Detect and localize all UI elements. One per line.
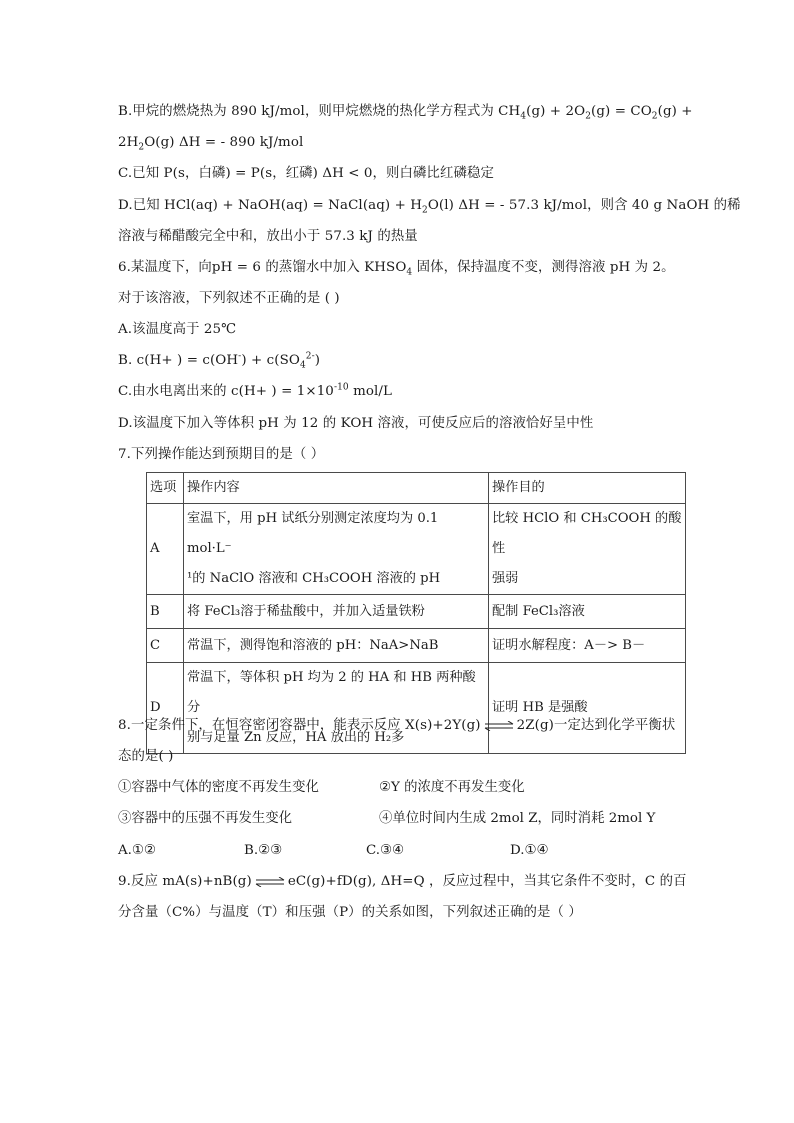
q8-statement-3: ③容器中的压强不再发生变化 xyxy=(118,811,293,826)
q6-option-a: A.该温度高于 25℃ xyxy=(118,322,237,337)
table-row xyxy=(147,504,686,595)
row-purpose: 证明水解程度：A－> B－ xyxy=(489,629,686,663)
equilibrium-arrow-icon xyxy=(255,877,285,887)
row-content: 常温下，等体积 pH 均为 2 的 HA 和 HB 两种酸分 别与足量 Zn 反应，HA 放出的 H₂多 xyxy=(184,663,489,754)
q6-stem-line1: 6.某温度下，向pH = 6 的蒸馏水中加入 $KHSO_4$ 固体，保持温度不变，测得溶液 pH 为 2。 xyxy=(118,260,675,278)
row-content: 常温下，测得饱和溶液的 pH：NaA>NaB xyxy=(184,629,489,663)
q8-option-d: D.①④ xyxy=(510,843,549,858)
q6-option-b: B. c(H+ ) = $c(OH^-) + c(SO_4^{2-})$ xyxy=(118,351,321,371)
q8-stem-line1: 8.一定条件下，在恒容密闭容器中，能表示反应 X(s)+2Y(g) 2Z(g)一定达到化学平衡状 xyxy=(118,718,676,733)
row-purpose: 证明 HB 是强酸 xyxy=(489,663,686,754)
q7-stem: 7.下列操作能达到预期目的是（ ） xyxy=(118,447,325,462)
q5-option-b-line1: B.甲烷的燃烧热为 890 kJ/mol，则甲烷燃烧的热化学方程式为 $CH_4(g) + 2O_2(g) = CO_2(g)$ + xyxy=(118,104,693,122)
row-option: C xyxy=(147,629,184,663)
q8-stem-line2: 态的是( ) xyxy=(118,749,174,764)
q6-option-d: D.该温度下加入等体积 pH 为 12 的 KOH 溶液，可使反应后的溶液恰好呈中性 xyxy=(118,416,594,431)
q9-stem-line1: 9.反应 mA(s)+nB(g) eC(g)+fD(g), ΔH=Q ，反应过程中，当其它条件不变时，C 的百 xyxy=(118,874,687,889)
q5-option-d-line1: D.已知 HCl(aq) + NaOH(aq) = NaCl(aq) + $H_2O(l) \Delta H$ = - 57.3 kJ/mol，则含 40 g NaOH 的稀 xyxy=(118,198,741,216)
row-option: A xyxy=(147,504,184,595)
header-content: 操作内容 xyxy=(184,473,489,504)
q8-statement-1: ①容器中气体的密度不再发生变化 xyxy=(118,780,319,795)
table-row xyxy=(147,629,686,663)
header-option: 选项 xyxy=(147,473,184,504)
header-purpose: 操作目的 xyxy=(489,473,686,504)
q8-statement-2: ②Y 的浓度不再发生变化 xyxy=(379,780,525,795)
q8-option-c: C.③④ xyxy=(366,843,405,858)
row-purpose: 比较 HClO 和 CH₃COOH 的酸性 强弱 xyxy=(489,504,686,595)
q6-option-c: C.由水电离出来的 c(H+ ) = $1\times 10^{-10}$ mol/L xyxy=(118,382,393,399)
q5-option-b-line2: $2H_2O(g) \Delta H$ = - 890 kJ/mol xyxy=(118,135,304,153)
equilibrium-arrow-icon xyxy=(484,721,514,731)
row-purpose: 配制 FeCl₃溶液 xyxy=(489,595,686,629)
row-option: B xyxy=(147,595,184,629)
q6-stem-line2: 对于该溶液，下列叙述不正确的是 ( ) xyxy=(118,291,340,306)
table-row xyxy=(147,663,686,754)
table-row xyxy=(147,595,686,629)
row-content: 室温下，用 pH 试纸分别测定浓度均为 0.1 mol·L⁻ ¹的 NaClO 溶液和 CH₃COOH 溶液的 pH xyxy=(184,504,489,595)
q9-stem-line2: 分含量（C%）与温度（T）和压强（P）的关系如图，下列叙述正确的是（ ） xyxy=(118,905,582,920)
row-option: D xyxy=(147,663,184,754)
q8-statement-4: ④单位时间内生成 2mol Z，同时消耗 2mol Y xyxy=(379,811,656,826)
q5-option-d-line2: 溶液与稀醋酸完全中和，放出小于 57.3 kJ 的热量 xyxy=(118,229,418,244)
row-content: 将 FeCl₃溶于稀盐酸中，并加入适量铁粉 xyxy=(184,595,489,629)
table-header-row xyxy=(147,473,686,504)
q8-option-a: A.①② xyxy=(118,843,156,858)
q7-table xyxy=(146,472,686,754)
q5-option-c: C.已知 P(s，白磷) = P(s，红磷) ΔH < 0，则白磷比红磷稳定 xyxy=(118,166,494,181)
q8-option-b: B.②③ xyxy=(244,843,283,858)
